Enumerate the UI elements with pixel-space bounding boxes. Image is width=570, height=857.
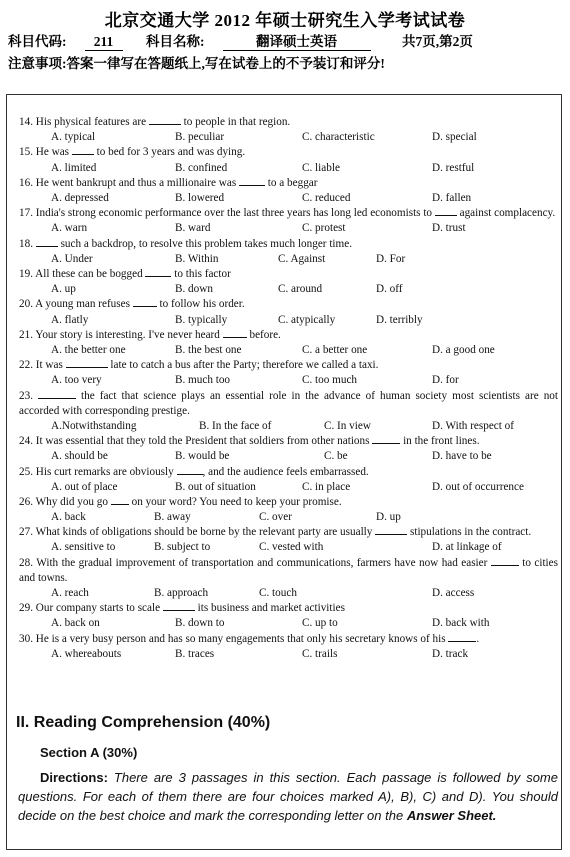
option-d: D. up — [376, 511, 401, 524]
answer-blank — [111, 495, 129, 505]
question-20 — [19, 297, 560, 312]
subject-name — [146, 30, 371, 51]
directions-label: Directions: — [40, 770, 108, 785]
page-count: 共7页,第2页 — [402, 34, 473, 49]
option-b: B. out of situation — [175, 480, 256, 493]
option-b: B. Within — [175, 252, 219, 265]
question-stem-end: in the front lines. — [400, 435, 480, 448]
option-a: A. limited — [51, 161, 97, 174]
question-number: 29. — [19, 602, 36, 615]
option-a: A. depressed — [51, 191, 109, 204]
option-a: A. sensitive to — [51, 541, 116, 554]
option-row — [19, 313, 560, 328]
option-d: D. terribly — [376, 313, 423, 326]
option-a: A. whereabouts — [51, 647, 122, 660]
option-d: D. track — [432, 647, 469, 660]
option-c: C. be — [324, 450, 348, 463]
exam-title: 北京交通大学 2012 年硕士研究生入学考试试卷 — [104, 11, 466, 30]
option-row — [19, 252, 560, 267]
answer-blank — [375, 525, 407, 535]
option-d: D. access — [432, 587, 475, 600]
option-row — [19, 373, 560, 388]
question-stem-end: to follow his order. — [156, 298, 245, 311]
option-c: C. liable — [302, 161, 340, 174]
question-number: 22. — [19, 359, 36, 372]
option-c: C. atypically — [278, 313, 336, 326]
option-a: A. reach — [51, 587, 89, 600]
option-a: A. too very — [51, 374, 102, 387]
question-19 — [19, 267, 560, 282]
option-d: D. for — [432, 374, 459, 387]
option-b: B. In the face of — [199, 419, 272, 432]
question-stem: With the gradual improvement of transportation and communications, farmers have now had easier — [36, 556, 491, 569]
question-number: 27. — [19, 526, 36, 539]
question-22 — [19, 358, 560, 373]
answer-blank — [177, 465, 203, 475]
question-stem-end: on your word? You need to keep your promise. — [128, 495, 342, 508]
option-c: C. characteristic — [302, 131, 375, 144]
option-d: D. out of occurrence — [432, 480, 524, 493]
answer-blank — [163, 601, 195, 611]
question-stem-end: , and the audience feels embarrassed. — [202, 465, 369, 478]
answer-blank — [239, 176, 265, 186]
option-c: C. Against — [278, 252, 326, 265]
option-b: B. away — [154, 511, 191, 524]
option-d: D. have to be — [432, 450, 492, 463]
option-c: C. touch — [259, 587, 297, 600]
option-c: C. in place — [302, 480, 351, 493]
answer-blank — [72, 145, 94, 155]
question-stem: He was — [35, 146, 72, 159]
option-c: C. around — [278, 283, 323, 296]
option-a: A. up — [51, 283, 76, 296]
question-number: 16. — [19, 176, 36, 189]
option-b: B. down — [175, 283, 213, 296]
option-c: C. In view — [324, 419, 371, 432]
question-25 — [19, 465, 560, 480]
option-row — [19, 616, 560, 631]
subject-name-value: 翻译硕士英语 — [223, 30, 371, 51]
option-a: A. back on — [51, 617, 100, 630]
option-d: D. trust — [432, 222, 466, 235]
question-number: 20. — [19, 298, 36, 311]
option-c: C. protest — [302, 222, 346, 235]
option-c: C. trails — [302, 647, 338, 660]
question-number: 18. — [19, 237, 36, 250]
answer-blank — [149, 115, 181, 125]
question-27 — [19, 525, 560, 540]
question-number: 26. — [19, 495, 36, 508]
question-stem: Your story is interesting. I've never heard — [35, 328, 223, 341]
option-row — [19, 647, 560, 662]
question-number: 14. — [19, 116, 36, 128]
question-list — [19, 115, 560, 662]
question-stem-end: to this factor — [171, 267, 231, 280]
question-28 — [19, 556, 560, 586]
option-c: C. up to — [302, 617, 338, 630]
option-b: B. lowered — [175, 191, 225, 204]
subject-code-value: 211 — [85, 34, 123, 51]
option-b: B. down to — [175, 617, 225, 630]
question-stem: He is a very busy person and has so many engagements that only his secretary knows of his — [35, 632, 449, 645]
question-stem: It was essential that they told the President that soldiers from other nations — [35, 435, 373, 448]
question-17 — [19, 206, 560, 221]
answer-blank — [435, 206, 457, 216]
option-row — [19, 343, 560, 358]
option-d: D. restful — [432, 161, 475, 174]
question-number: 23. — [19, 389, 39, 402]
subject-code — [8, 30, 123, 51]
section-title: II. Reading Comprehension (40%) — [16, 714, 271, 731]
answer-blank — [491, 556, 519, 566]
answer-blank — [448, 632, 476, 642]
option-row — [19, 449, 560, 464]
option-d: D. a good one — [432, 343, 495, 356]
option-d: D. off — [376, 283, 403, 296]
question-30 — [19, 632, 560, 647]
option-b: B. approach — [154, 587, 209, 600]
option-c: C. a better one — [302, 343, 368, 356]
question-stem: Why did you go — [35, 495, 111, 508]
option-row — [19, 586, 560, 601]
option-a: A. the better one — [51, 343, 126, 356]
option-d: D. With respect of — [432, 419, 514, 432]
question-stem: What kinds of obligations should be borne by the relevant party are usually — [35, 526, 376, 539]
question-stem-end: the fact that science plays an essential role in the advance of human society most scientists are not accorded with corresponding prestige. — [19, 389, 558, 417]
option-b: B. subject to — [154, 541, 211, 554]
question-number: 19. — [19, 267, 36, 280]
question-16 — [19, 176, 560, 191]
option-row — [19, 510, 560, 525]
question-14 — [19, 115, 560, 130]
option-row — [19, 221, 560, 236]
option-b: B. much too — [175, 374, 231, 387]
question-number: 17. — [19, 207, 36, 220]
question-stem-end: stipulations in the contract. — [407, 526, 532, 539]
option-b: B. would be — [175, 450, 230, 463]
question-29 — [19, 601, 560, 616]
option-a: A. warn — [51, 222, 88, 235]
subject-code-label: 科目代码: — [8, 34, 67, 49]
option-a: A.Notwithstanding — [51, 419, 137, 432]
question-stem-end: such a backdrop, to resolve this problem takes much longer time. — [57, 237, 352, 250]
question-stem: All these can be bogged — [35, 267, 146, 280]
option-row — [19, 161, 560, 176]
question-stem-end: . — [476, 632, 480, 645]
question-23 — [19, 389, 560, 419]
option-a: A. typical — [51, 131, 96, 144]
question-stem-end: before. — [246, 328, 281, 341]
section-subtitle: Section A (30%) — [40, 745, 138, 760]
answer-blank — [372, 434, 400, 444]
question-stem-end: to people in that region. — [180, 116, 291, 128]
option-c: C. too much — [302, 374, 358, 387]
question-stem-end: against complacency. — [456, 207, 556, 220]
option-b: B. ward — [175, 222, 211, 235]
option-c: C. reduced — [302, 191, 351, 204]
question-stem: His curt remarks are obviously — [35, 465, 177, 478]
option-a: A. should be — [51, 450, 108, 463]
question-stem: He went bankrupt and thus a millionaire was — [35, 176, 239, 189]
option-row — [19, 480, 560, 495]
question-stem: His physical features are — [35, 116, 149, 128]
question-stem-end: its business and market activities — [194, 602, 345, 615]
option-d: D. back with — [432, 617, 490, 630]
question-21 — [19, 328, 560, 343]
option-b: B. confined — [175, 161, 228, 174]
question-stem: It was — [35, 359, 66, 372]
option-row — [19, 419, 560, 434]
answer-blank — [36, 237, 58, 247]
question-stem-end: to cities and towns. — [19, 556, 558, 584]
option-c: C. over — [259, 511, 292, 524]
option-b: B. traces — [175, 647, 215, 660]
question-15 — [19, 145, 560, 160]
option-a: A. Under — [51, 252, 93, 265]
answer-sheet-label: Answer Sheet. — [406, 808, 497, 823]
answer-blank — [145, 267, 171, 277]
exam-meta — [8, 30, 562, 50]
option-b: B. peculiar — [175, 131, 225, 144]
question-stem: India's strong economic performance over the last three years has long led economists to — [35, 207, 435, 220]
option-row — [19, 191, 560, 206]
option-b: B. the best one — [175, 343, 242, 356]
question-18 — [19, 237, 560, 252]
answer-blank — [133, 297, 157, 307]
option-d: D. at linkage of — [432, 541, 502, 554]
option-row — [19, 540, 560, 555]
exam-notice: 注意事项:答案一律写在答题纸上,写在试卷上的不予装订和评分! — [8, 56, 385, 71]
answer-blank — [38, 389, 76, 399]
question-number: 28. — [19, 556, 37, 569]
question-number: 25. — [19, 465, 36, 478]
question-number: 30. — [19, 632, 36, 645]
option-d: D. For — [376, 252, 406, 265]
option-row — [19, 282, 560, 297]
question-stem-end: to a beggar — [264, 176, 318, 189]
question-26 — [19, 495, 560, 510]
question-stem: A young man refuses — [35, 298, 133, 311]
question-stem-end: late to catch a bus after the Party; therefore we called a taxi. — [107, 359, 379, 372]
option-d: D. fallen — [432, 191, 472, 204]
page-frame — [6, 94, 562, 850]
option-a: A. flatly — [51, 313, 89, 326]
question-stem-end: to bed for 3 years and was dying. — [93, 146, 246, 159]
option-c: C. vested with — [259, 541, 324, 554]
option-row — [19, 130, 560, 145]
question-stem: Our company starts to scale — [35, 602, 163, 615]
option-a: A. out of place — [51, 480, 118, 493]
option-b: B. typically — [175, 313, 228, 326]
question-24 — [19, 434, 560, 449]
directions-text: There are 3 passages in this section. Each passage is followed by some questions. For each of them there are four choices marked A), B), C) and D). You should decide on the best choice and mark the corresponding letter on the — [18, 770, 558, 823]
answer-blank — [66, 358, 108, 368]
option-a: A. back — [51, 511, 86, 524]
option-d: D. special — [432, 131, 477, 144]
question-number: 15. — [19, 146, 36, 159]
subject-name-label: 科目名称: — [146, 34, 205, 49]
question-number: 24. — [19, 435, 36, 448]
question-number: 21. — [19, 328, 36, 341]
answer-blank — [223, 328, 247, 338]
section-directions — [18, 768, 558, 825]
